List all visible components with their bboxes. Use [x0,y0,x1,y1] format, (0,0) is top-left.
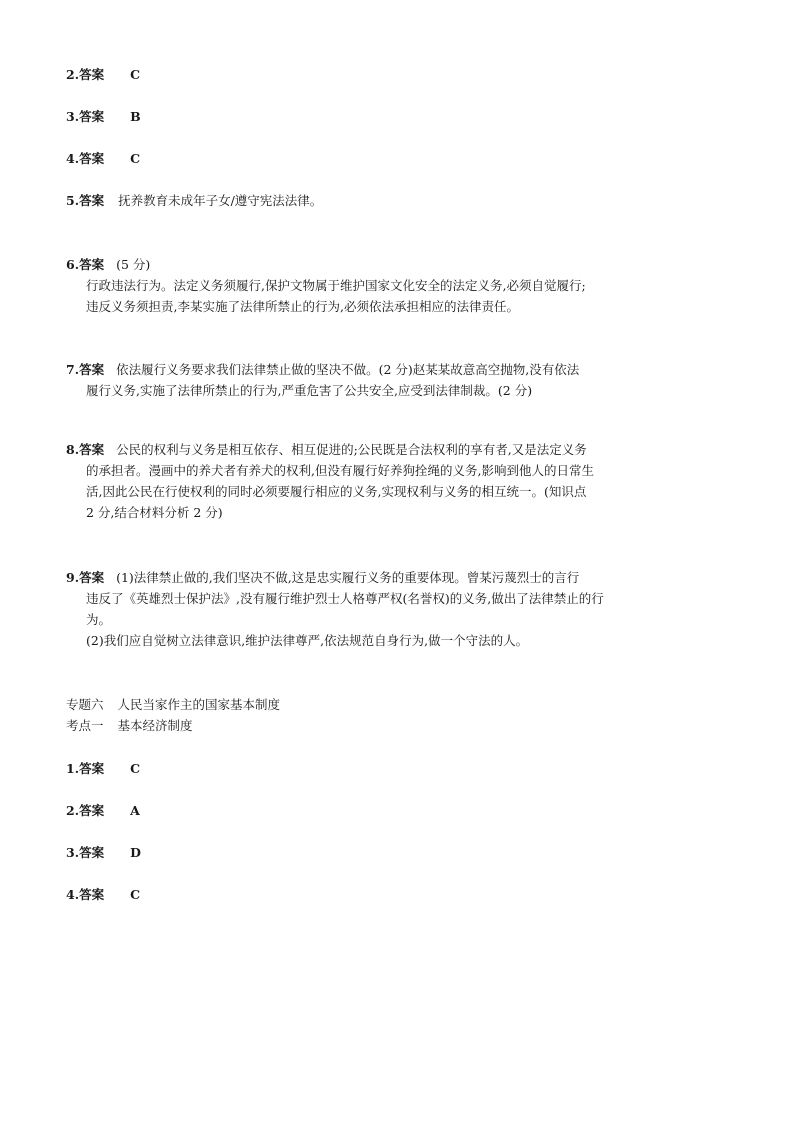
point-heading [66,715,193,736]
question-number: 5. [66,193,80,208]
answer-block-7 [66,359,666,401]
answer-line: 违反义务须担责,李某实施了法律所禁止的行为,必须依法承担相应的法律责任。 [86,299,519,314]
answer-row [66,106,141,127]
answer-label: 答案 [79,761,105,776]
answer-label: 答案 [79,151,105,166]
answer-label: 答案 [79,257,105,272]
answer-value: B [130,109,141,124]
answer-line: 活,因此公民在行使权利的同时必须要履行相应的义务,实现权利与义务的相互统一。(知识点 [86,484,587,499]
answer-value: A [130,803,140,818]
answer-label: 答案 [79,67,105,82]
answer-line: 2 分,结合材料分析 2 分) [86,505,223,520]
point-title: 基本经济制度 [117,718,193,733]
answer-label: 答案 [79,362,105,377]
answer-label: 答案 [79,442,105,457]
answer-label: 答案 [79,887,105,902]
question-number: 3. [66,845,80,860]
answer-label: 答案 [79,109,105,124]
answer-label: 答案 [79,803,105,818]
question-number: 2. [66,67,80,82]
topic-heading [66,694,280,715]
question-number: 1. [66,761,80,776]
answer-label: 答案 [79,570,105,585]
answer-value: D [130,845,141,860]
question-number: 6. [66,257,80,272]
question-number: 7. [66,362,80,377]
question-number: 2. [66,803,80,818]
answer-row [66,800,140,821]
answer-value: C [130,761,141,776]
question-number: 9. [66,570,80,585]
answer-row [66,758,140,779]
question-number: 3. [66,109,80,124]
answer-row [66,64,140,85]
answer-line: 公民的权利与义务是相互依存、相互促进的;公民既是合法权利的享有者,又是法定义务 [116,442,587,457]
answer-text: 抚养教育未成年子女/遵守宪法法律。 [118,193,323,208]
answer-block-9 [66,567,666,651]
answer-label: 答案 [79,193,105,208]
answer-row [66,842,141,863]
answer-row [66,884,140,905]
score-note: (5 分) [116,257,151,272]
answer-block-6 [66,254,666,317]
answer-line: (2)我们应自觉树立法律意识,维护法律尊严,依法规范自身行为,做一个守法的人。 [86,633,529,648]
question-number: 8. [66,442,80,457]
answer-label: 答案 [79,845,105,860]
topic-label: 专题六 [66,697,104,712]
point-label: 考点一 [66,718,104,733]
answer-line: (1)法律禁止做的,我们坚决不做,这是忠实履行义务的重要体现。曾某污蔑烈士的言行 [116,570,580,585]
answer-value: C [130,67,141,82]
answer-line: 履行义务,实施了法律所禁止的行为,严重危害了公共安全,应受到法律制裁。(2 分) [86,383,533,398]
answer-line: 违反了《英雄烈士保护法》,没有履行维护烈士人格尊严权(名誉权)的义务,做出了法律禁止的行 [86,591,604,606]
answer-line: 的承担者。漫画中的养犬者有养犬的权利,但没有履行好养狗拴绳的义务,影响到他人的日常生 [86,463,594,478]
question-number: 4. [66,151,80,166]
answer-value: C [130,887,141,902]
answer-line: 行政违法行为。法定义务须履行,保护文物属于维护国家文化安全的法定义务,必须自觉履行; [86,278,586,293]
answer-row [66,190,322,211]
answer-block-8 [66,439,666,523]
answer-row [66,148,140,169]
answer-line: 依法履行义务要求我们法律禁止做的坚决不做。(2 分)赵某某故意高空抛物,没有依法 [116,362,580,377]
question-number: 4. [66,887,80,902]
topic-title: 人民当家作主的国家基本制度 [117,697,281,712]
answer-line: 为。 [86,612,112,627]
answer-value: C [130,151,141,166]
